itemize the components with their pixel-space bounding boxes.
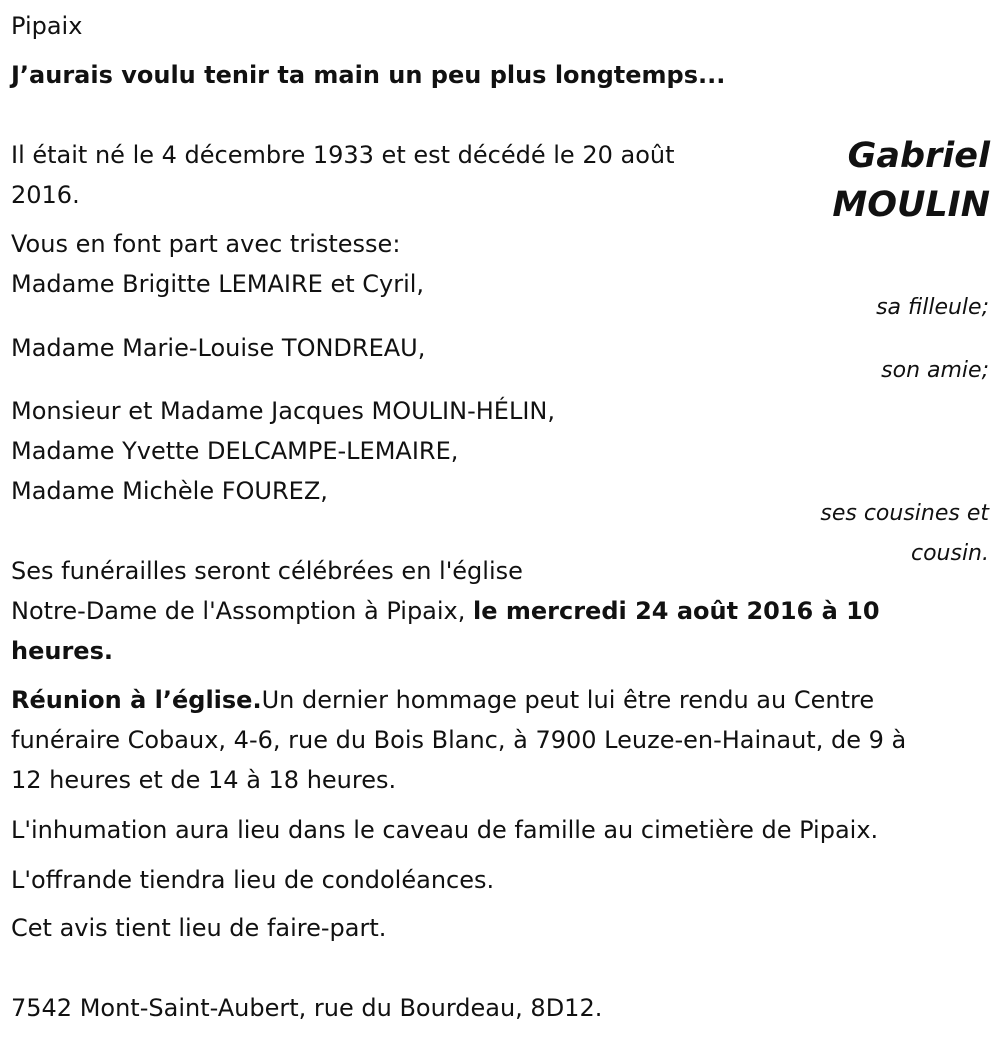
address: 7542 Mont-Saint-Aubert, rue du Bourdeau, 8D12. xyxy=(11,994,603,1022)
family-member: Madame Yvette DELCAMPE-LEMAIRE, xyxy=(11,437,459,465)
meeting-line-2: funéraire Cobaux, 4-6, rue du Bois Blanc, à 7900 Leuze-en-Hainaut, de 9 à xyxy=(11,726,907,754)
burial-text: L'inhumation aura lieu dans le caveau de famille au cimetière de Pipaix. xyxy=(11,816,879,844)
meeting-text: Un dernier hommage peut lui être rendu au Centre xyxy=(261,686,875,714)
funeral-line-3: heures. xyxy=(11,637,113,665)
funeral-line-1: Ses funérailles seront célébrées en l'église xyxy=(11,557,523,585)
family-role: ses cousines et xyxy=(820,501,989,526)
family-role: son amie; xyxy=(881,358,989,383)
meeting-line-3: 12 heures et de 14 à 18 heures. xyxy=(11,766,397,794)
family-member: Monsieur et Madame Jacques MOULIN-HÉLIN, xyxy=(11,397,555,425)
funeral-datetime: le mercredi 24 août 2016 à 10 xyxy=(473,597,880,625)
funeral-line-2 xyxy=(11,591,880,631)
family-member: Madame Brigitte LEMAIRE et Cyril, xyxy=(11,270,425,298)
family-role: sa filleule; xyxy=(876,295,989,320)
birth-death-line-2: 2016. xyxy=(11,181,80,209)
offering-text: L'offrande tiendra lieu de condoléances. xyxy=(11,866,495,894)
place-name: Pipaix xyxy=(11,12,83,40)
family-member: Madame Marie-Louise TONDREAU, xyxy=(11,334,426,362)
deceased-first-name: Gabriel xyxy=(847,136,990,176)
notice-text: Cet avis tient lieu de faire-part. xyxy=(11,914,387,942)
family-member: Madame Michèle FOUREZ, xyxy=(11,477,328,505)
announcement: Vous en font part avec tristesse: xyxy=(11,230,401,258)
deceased-last-name: MOULIN xyxy=(832,185,990,225)
memorial-quote: J’aurais voulu tenir ta main un peu plus longtemps... xyxy=(11,61,726,89)
family-role: cousin. xyxy=(910,541,989,566)
birth-death-line-1: Il était né le 4 décembre 1933 et est décédé le 20 août xyxy=(11,141,675,169)
meeting-heading: Réunion à l’église. xyxy=(11,686,262,714)
funeral-location: Notre-Dame de l'Assomption à Pipaix, xyxy=(11,597,474,625)
meeting-line-1 xyxy=(11,680,874,720)
